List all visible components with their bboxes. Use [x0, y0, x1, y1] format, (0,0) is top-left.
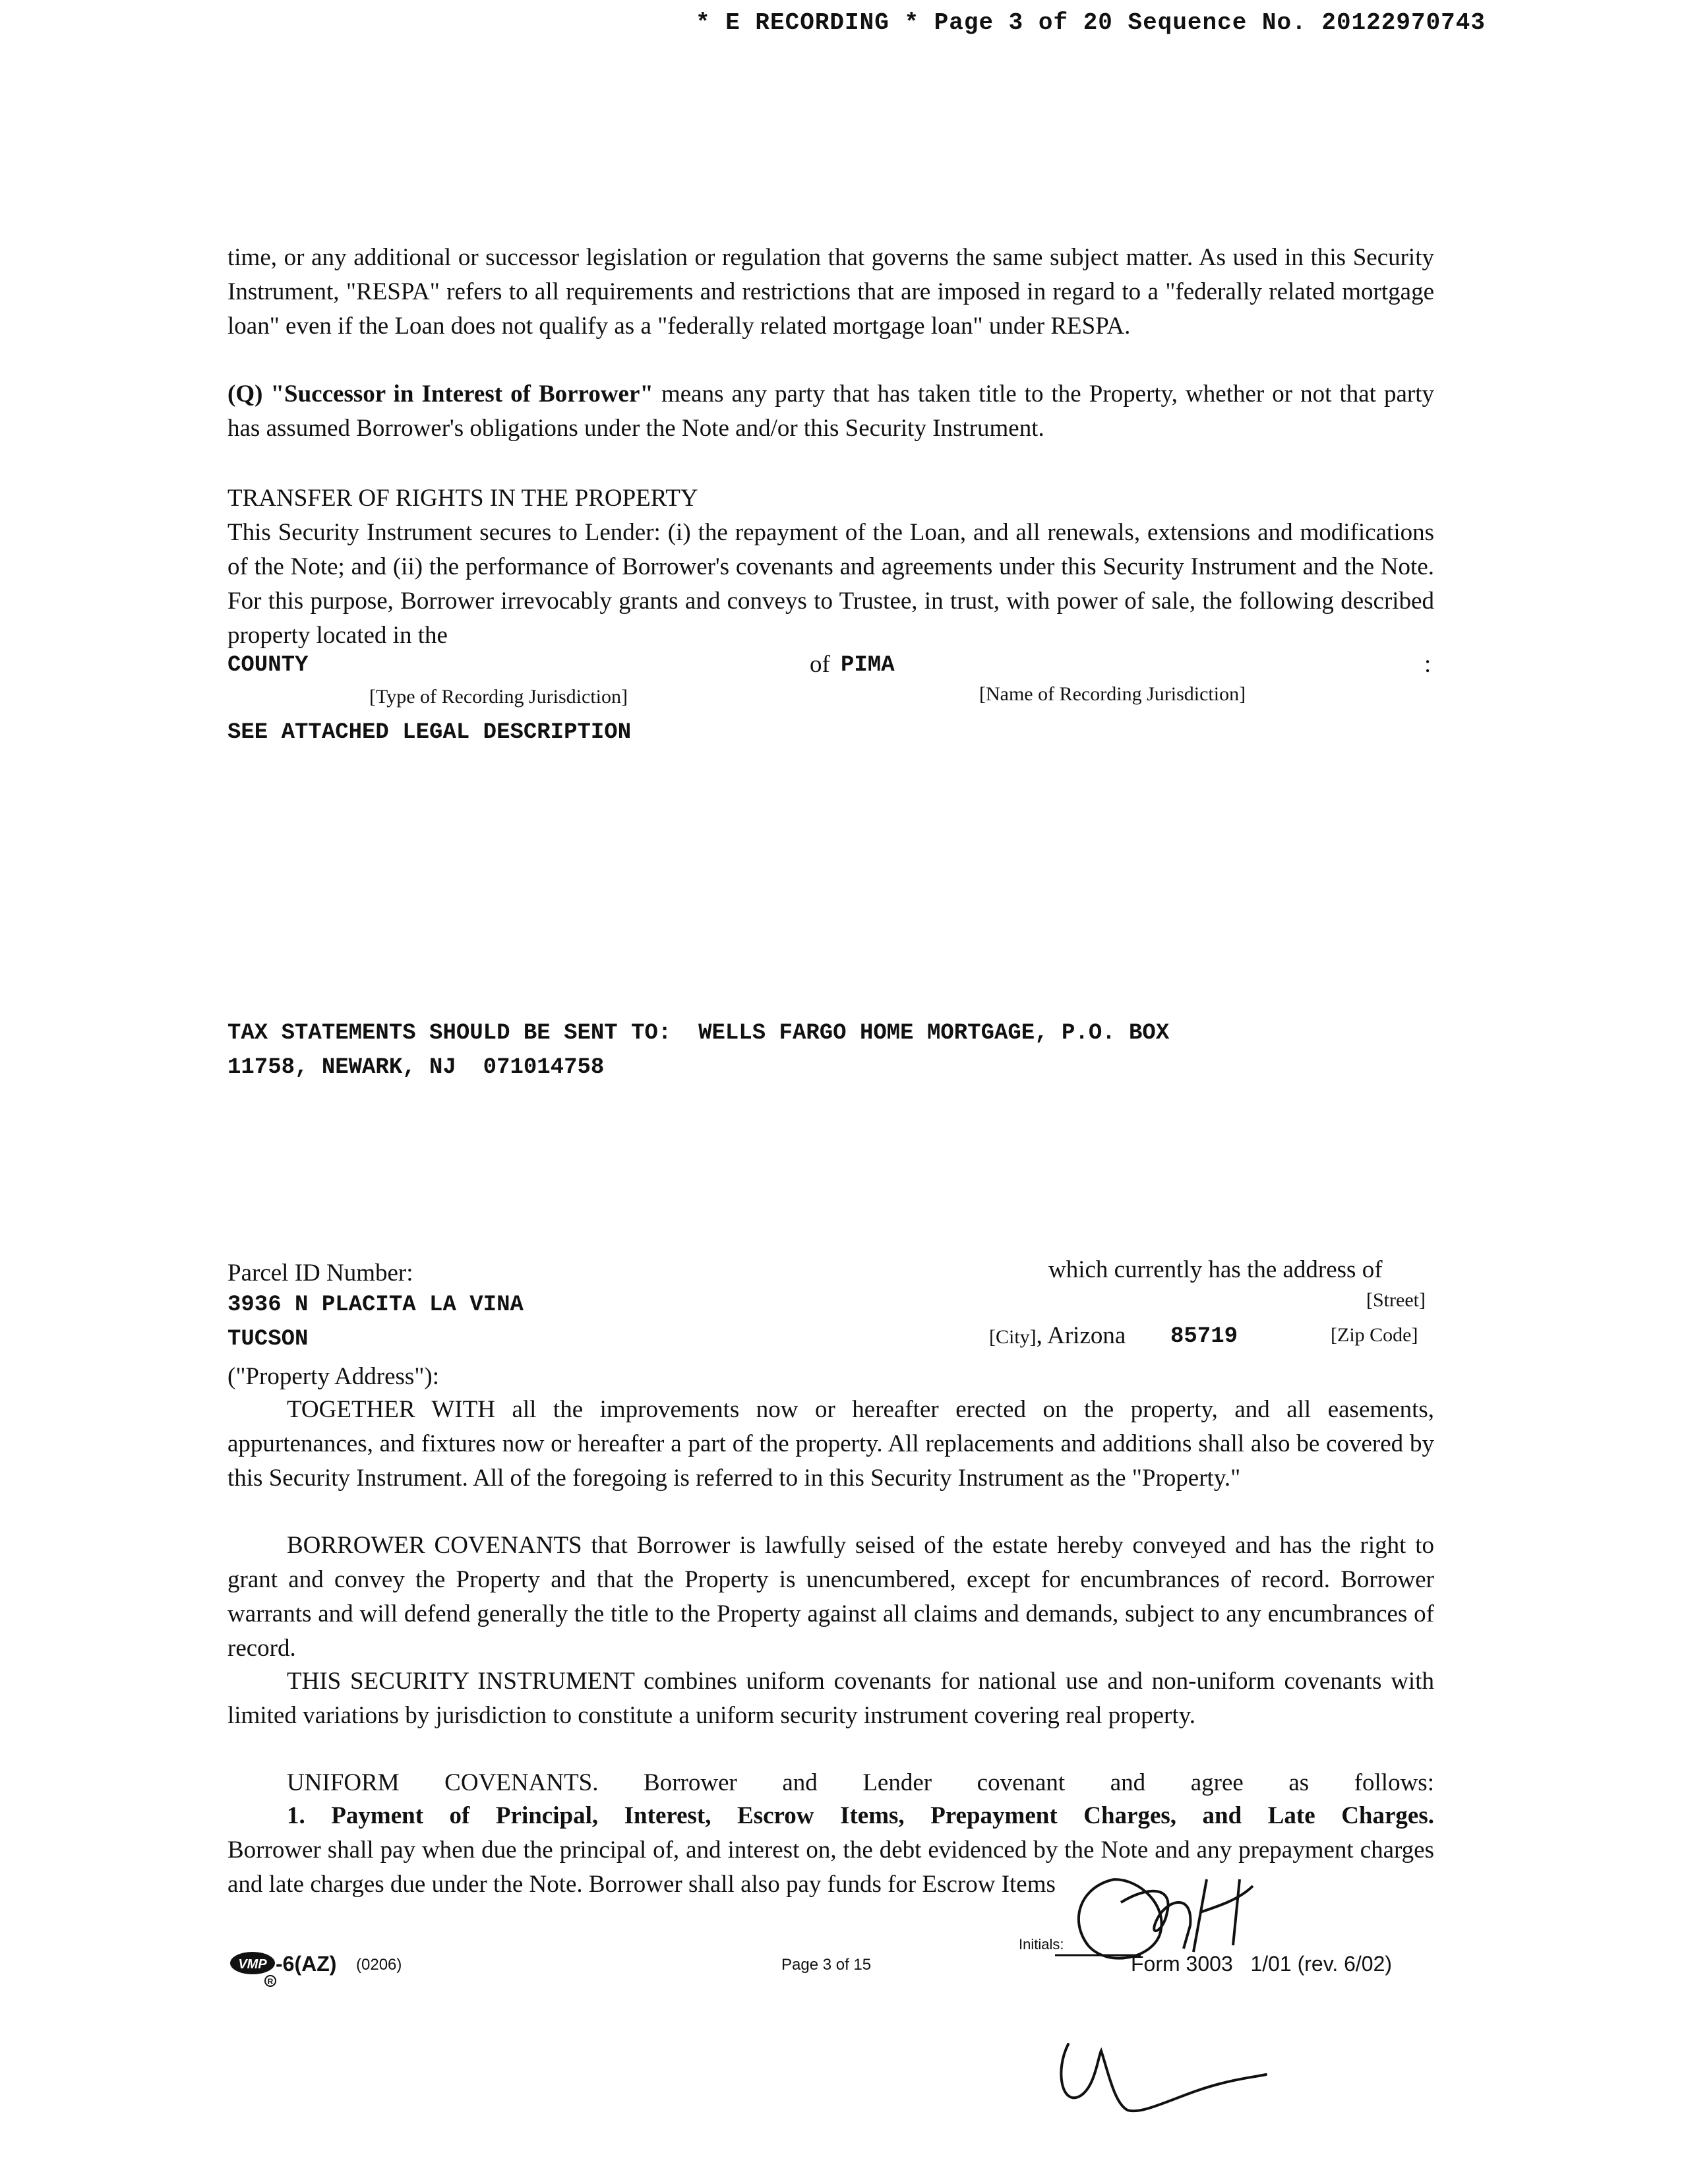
vmp-logo-text: VMP	[238, 1957, 267, 1972]
definition-q-label: (Q)	[227, 380, 263, 408]
legal-description: SEE ATTACHED LEGAL DESCRIPTION	[227, 720, 632, 745]
jurisdiction-name-value: PIMA	[841, 653, 895, 678]
covenant-1-title: 1. Payment of Principal, Interest, Escrow Items, Prepayment Charges, and Late Charges.	[287, 1802, 1434, 1829]
bottom-initials-scribble	[1048, 2031, 1286, 2123]
form-date: (0206)	[356, 1956, 402, 1974]
borrower-covenants-paragraph: BORROWER COVENANTS that Borrower is lawfully seised of the estate hereby conveyed and has the right to grant and convey the Property and that the Property is unencumbered, except for encumbrances of record. Borrower warrants and will defend generally the title to the Property against all claims and demands, subject to any encumbrances of record.	[227, 1532, 1434, 1662]
jurisdiction-type-label: [Type of Recording Jurisdiction]	[369, 686, 628, 708]
vmp-logo-icon	[229, 1951, 278, 1989]
transfer-heading: TRANSFER OF RIGHTS IN THE PROPERTY	[227, 485, 698, 512]
city-label: [City]	[989, 1326, 1037, 1348]
street-value: 3936 N PLACITA LA VINA	[227, 1292, 524, 1318]
initials-signature	[1042, 1840, 1279, 1972]
city-value: TUCSON	[227, 1327, 309, 1352]
recording-header: * E RECORDING * Page 3 of 20 Sequence No. 20122970743	[696, 9, 1486, 36]
definition-q-term: "Successor in Interest of Borrower"	[270, 380, 653, 408]
tax-statements-line-2: 11758, NEWARK, NJ 071014758	[227, 1055, 605, 1080]
transfer-paragraph: This Security Instrument secures to Lender: (i) the repayment of the Loan, and all renewals, extensions and modifications of the Note; and (ii) the performance of Borrower's covenants and agreements under this Security Instrument and the Note. For this purpose, Borrower irrevocably grants and conveys to Trustee, in trust, with power of sale, the following described property located in the	[227, 519, 1434, 649]
page-of-label: Page 3 of 15	[781, 1956, 872, 1974]
tax-statements-line-1: TAX STATEMENTS SHOULD BE SENT TO: WELLS FARGO HOME MORTGAGE, P.O. BOX	[227, 1021, 1170, 1046]
definition-q-text: means any party that has taken title to the Property, whether or not that party has assumed Borrower's obligations under the Note and/or this Security Instrument.	[227, 380, 1434, 442]
respa-continuation-paragraph: time, or any additional or successor legislation or regulation that governs the same subject matter. As used in this Security Instrument, "RESPA" refers to all requirements and restrictions that are imposed in regard to a "federally related mortgage loan" even if the Loan does not qualify as a "federally related mortgage loan" under RESPA.	[227, 244, 1434, 340]
form-number: Form 3003 1/01 (rev. 6/02)	[1131, 1952, 1393, 1976]
covenant-1-text: Borrower shall pay when due the principal of, and interest on, the debt evidenced by the Note and any prepayment charges and late charges due under the Note. Borrower shall also pay funds for Escrow Items	[227, 1836, 1434, 1898]
state-text: , Arizona	[1036, 1322, 1126, 1349]
jurisdiction-name-label: [Name of Recording Jurisdiction]	[979, 683, 1246, 705]
jurisdiction-colon: :	[1424, 651, 1432, 678]
initials-label: Initials:	[1019, 1936, 1064, 1953]
jurisdiction-of: of	[810, 651, 830, 678]
property-address-label: ("Property Address"):	[227, 1363, 440, 1390]
form-code: -6(AZ)	[276, 1952, 337, 1976]
uniform-covenants-line: UNIFORM COVENANTS. Borrower and Lender covenant and agree as follows:	[287, 1769, 1434, 1796]
street-label: [Street]	[1366, 1289, 1426, 1311]
together-with-paragraph: TOGETHER WITH all the improvements now or hereafter erected on the property, and all easements, appurtenances, and fixtures now or hereafter a part of the property. All replacements and additions shall also be covered by this Security Instrument. All of the foregoing is referred to in this Security Instrument as the "Property."	[227, 1396, 1434, 1492]
parcel-id-label: Parcel ID Number:	[227, 1259, 413, 1287]
jurisdiction-type-value: COUNTY	[227, 653, 309, 678]
city-state-group	[989, 1321, 1126, 1350]
vmp-logo	[229, 1951, 276, 1986]
zip-label: [Zip Code]	[1331, 1324, 1418, 1346]
zip-value: 85719	[1170, 1324, 1238, 1349]
address-of-label: which currently has the address of	[1048, 1256, 1383, 1283]
definition-q	[227, 377, 1434, 446]
svg-text:R: R	[267, 1977, 274, 1986]
this-security-instrument-paragraph: THIS SECURITY INSTRUMENT combines uniform covenants for national use and non-uniform covenants with limited variations by jurisdiction to constitute a uniform security instrument covering real property.	[227, 1668, 1434, 1729]
